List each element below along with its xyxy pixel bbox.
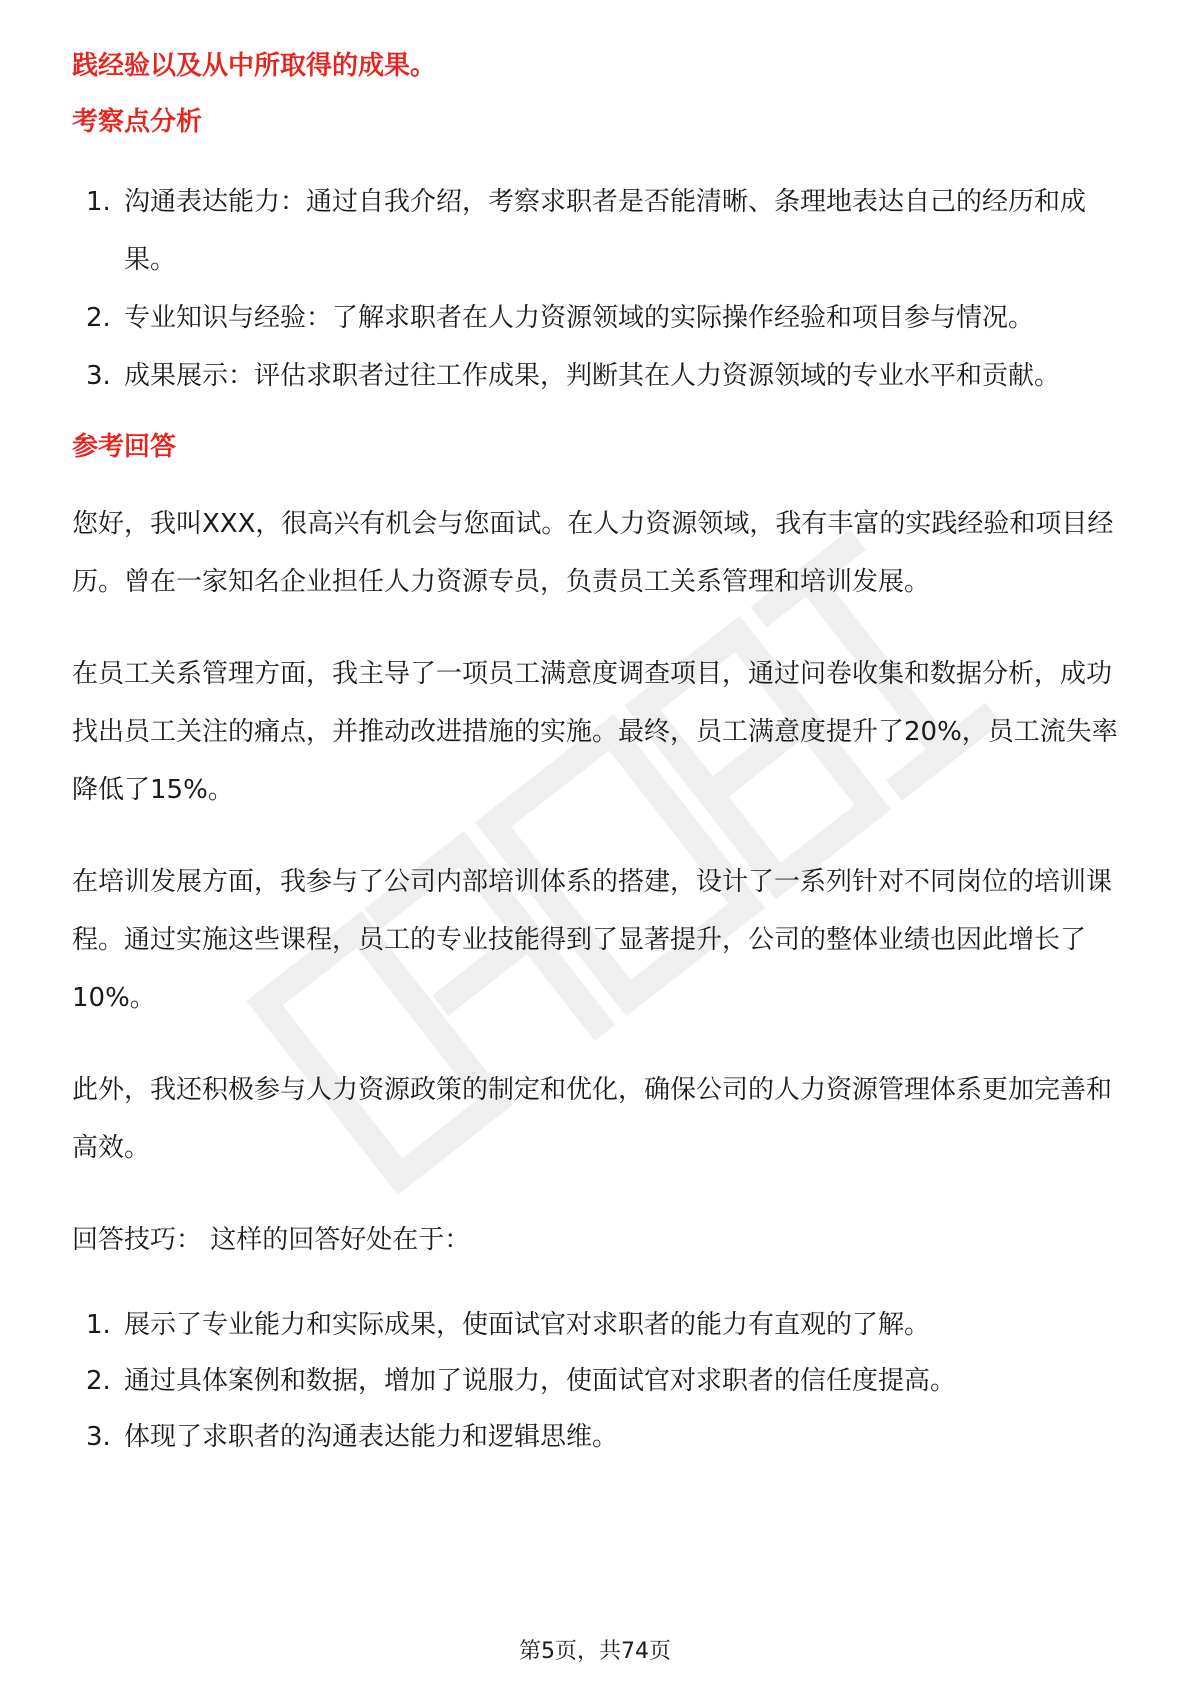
reference-paragraph: 在培训发展方面，我参与了公司内部培训体系的搭建，设计了一系列针对不同岗位的培训课程。通过实施这些课程，员工的专业技能得到了显著提升，公司的整体业绩也因此增长了10%。 — [72, 866, 1113, 1013]
analysis-heading: 考察点分析 — [72, 106, 203, 137]
list-item — [72, 173, 1122, 289]
list-text: 通过具体案例和数据，增加了说服力，使面试官对求职者的信任度提高。 — [124, 1365, 957, 1396]
reference-paragraph: 此外，我还积极参与人力资源政策的制定和优化，确保公司的人力资源管理体系更加完善和高效。 — [72, 1074, 1113, 1163]
list-item — [72, 347, 1122, 405]
tips-intro: 回答技巧： 这样的回答好处在于： — [72, 1224, 471, 1255]
list-text: 成果展示：评估求职者过往工作成果，判断其在人力资源领域的专业水平和贡献。 — [124, 361, 1061, 392]
analysis-list — [72, 173, 1122, 405]
page-number-footer: 第5页，共74页 — [519, 1639, 671, 1664]
list-number: 1. — [86, 1309, 111, 1340]
list-item — [72, 1409, 1122, 1465]
list-number: 3. — [86, 1421, 111, 1452]
list-text: 展示了专业能力和实际成果，使面试官对求职者的能力有直观的了解。 — [124, 1309, 931, 1340]
list-number: 2. — [86, 303, 111, 334]
list-number: 2. — [86, 1365, 111, 1396]
list-number: 1. — [86, 187, 111, 218]
document-content — [72, 40, 1122, 1465]
list-item — [72, 1297, 1122, 1353]
continuation-text: 践经验以及从中所取得的成果。 — [72, 51, 437, 81]
list-item — [72, 1353, 1122, 1409]
list-number: 3. — [86, 361, 111, 392]
tips-list — [72, 1297, 1122, 1465]
reference-heading: 参考回答 — [72, 432, 177, 463]
list-text: 沟通表达能力：通过自我介绍，考察求职者是否能清晰、条理地表达自己的经历和成果。 — [124, 187, 1087, 276]
reference-paragraph: 您好，我叫XXX，很高兴有机会与您面试。在人力资源领域，我有丰富的实践经验和项目经历。曾在一家知名企业担任人力资源专员，负责员工关系管理和培训发展。 — [72, 508, 1114, 597]
reference-paragraph: 在员工关系管理方面，我主导了一项员工满意度调查项目，通过问卷收集和数据分析，成功找出员工关注的痛点，并推动改进措施的实施。最终，员工满意度提升了20%，员工流失率降低了15%。 — [72, 658, 1118, 805]
list-text: 体现了求职者的沟通表达能力和逻辑思维。 — [124, 1421, 619, 1452]
list-text: 专业知识与经验：了解求职者在人力资源领域的实际操作经验和项目参与情况。 — [124, 303, 1035, 334]
list-item — [72, 289, 1122, 347]
